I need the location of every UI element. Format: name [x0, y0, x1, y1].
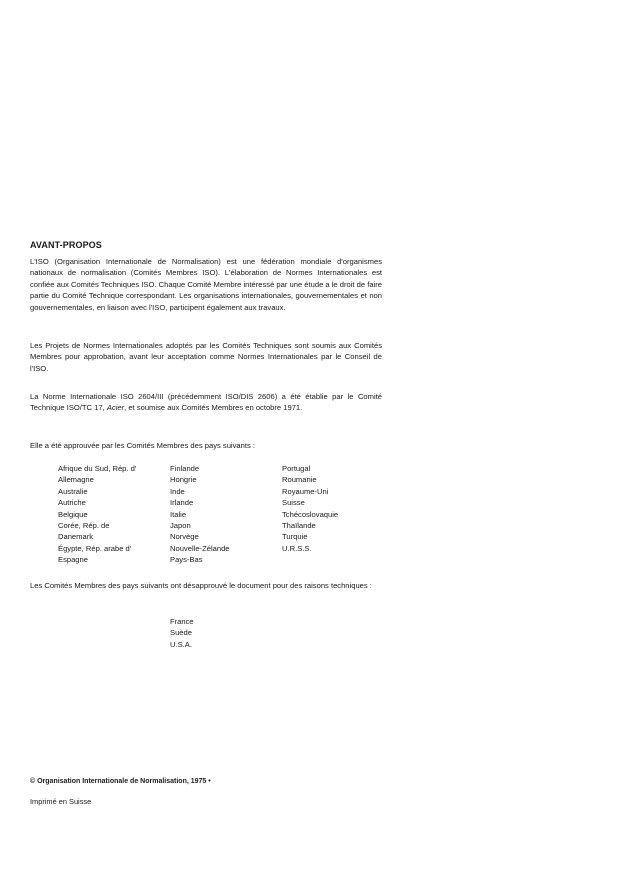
country-item: Irlande — [170, 498, 194, 508]
countries-column-3 — [282, 463, 338, 554]
norm-text-before: La Norme Internationale ISO 2604/III (précédemment ISO/DIS 2606) a été établie par le Comité Technique ISO/TC 17, — [30, 392, 382, 413]
disapproving-countries-list — [170, 616, 194, 650]
country-item: Égypte, Rép. arabe d' — [58, 543, 132, 553]
country-item: Danemark — [58, 532, 94, 542]
copyright-notice: © Organisation Internationale de Normalisation, 1975 • — [30, 778, 211, 785]
countries-column-2 — [170, 463, 230, 566]
paragraph-norm-origin — [30, 391, 382, 414]
country-item: Turquie — [282, 532, 308, 542]
country-item: Allemagne — [58, 475, 94, 485]
country-item: Thaïlande — [282, 520, 316, 530]
paragraph-disapproval-intro: Les Comités Membres des pays suivants ont désapprouvé le document pour des raisons techniques : — [30, 581, 372, 590]
country-item: Australie — [58, 486, 88, 496]
norm-text-after: , et soumise aux Comités Membres en octobre 1971. — [124, 403, 303, 413]
country-item: Pays-Bas — [170, 555, 203, 565]
country-item: Hongrie — [170, 475, 197, 485]
country-item: Suède — [170, 628, 192, 638]
norm-text-italic: Acier — [106, 403, 125, 413]
country-item: Belgique — [58, 509, 88, 519]
paragraph-draft-standards: Les Projets de Normes Internationales adoptés par les Comités Techniques sont soumis aux Comités Membres pour approbation, avant leur acceptation comme Normes Internationales par le Conseil de l'ISO. — [30, 341, 382, 373]
printed-in-notice: Imprimé en Suisse — [30, 797, 92, 806]
country-item: Portugal — [282, 464, 311, 473]
country-item: Espagne — [58, 555, 88, 565]
country-item: Corée, Rép. de — [58, 520, 110, 530]
country-item: Tchécoslovaquie — [282, 509, 339, 519]
country-item: Nouvelle-Zélande — [170, 543, 230, 553]
country-item: Royaume-Uni — [282, 486, 329, 496]
section-heading: AVANT-PROPOS — [30, 240, 102, 250]
country-item: U.S.A. — [170, 639, 192, 649]
country-item: Inde — [170, 486, 185, 496]
country-item: Finlande — [170, 464, 200, 473]
country-item: France — [170, 617, 194, 626]
paragraph-approval-intro: Elle a été approuvée par les Comités Membres des pays suivants : — [30, 441, 255, 450]
country-item: Roumanie — [282, 475, 317, 485]
country-item: Japon — [170, 520, 191, 530]
countries-column-1 — [58, 463, 136, 566]
country-item: Italie — [170, 509, 187, 519]
paragraph-iso-intro: L'ISO (Organisation Internationale de Normalisation) est une fédération mondiale d'organismes nationaux de normalisation (Comités Membres ISO). L'élaboration de Normes Internationales est confiée aux Comités Techniques ISO. Chaque Comité Membre intéressé par une étude a le droit de faire partie du Comité Technique correspondant. Les organisations internationales, gouvernementales et non gouvernementales, en liaison avec l'ISO, participent également aux travaux. — [30, 257, 382, 312]
country-item: Norvège — [170, 532, 199, 542]
country-item: Suisse — [282, 498, 305, 508]
country-item: Afrique du Sud, Rép. d' — [58, 464, 137, 473]
country-item: U.R.S.S. — [282, 543, 312, 553]
country-item: Autriche — [58, 498, 86, 508]
